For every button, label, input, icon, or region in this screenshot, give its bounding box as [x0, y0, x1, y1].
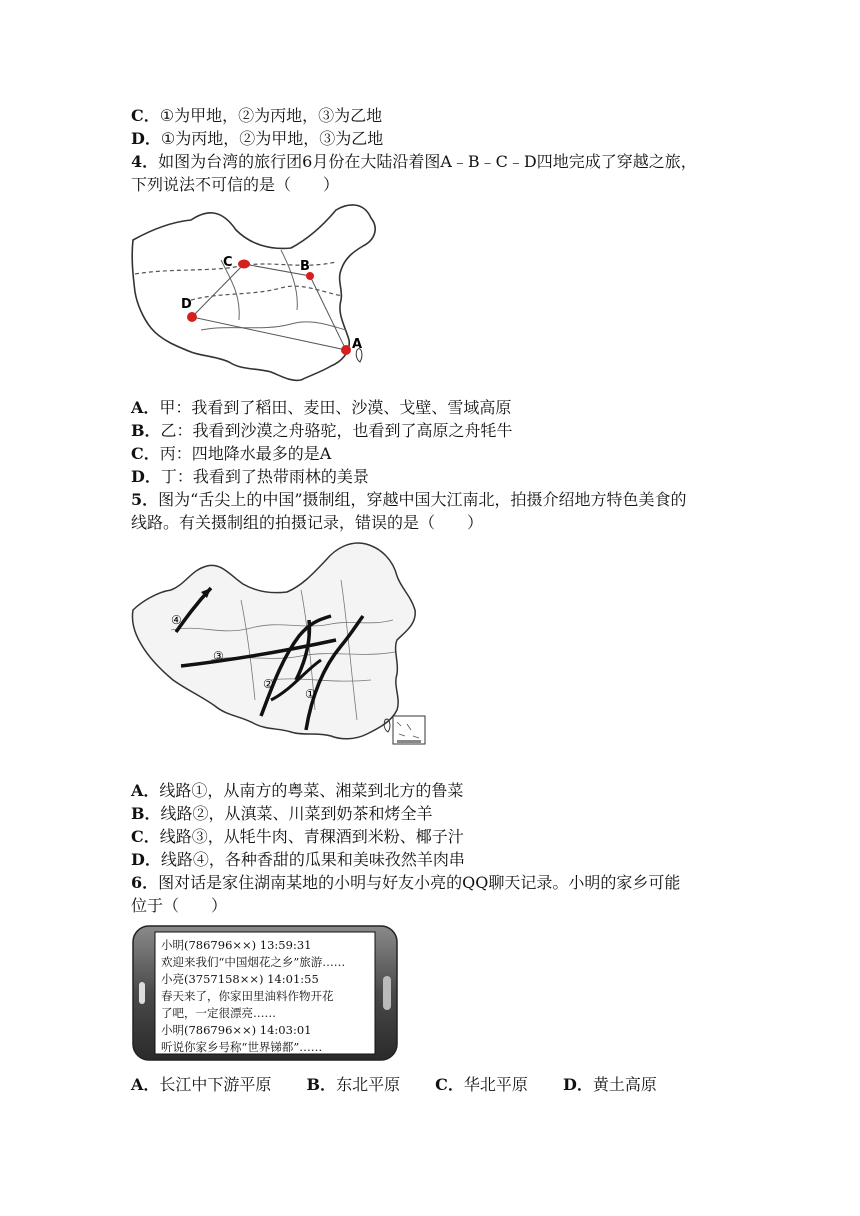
q4-label-a: A: [352, 337, 363, 352]
q4-point-a: [341, 345, 351, 355]
q3-option-d: D．①为丙地，②为甲地，③为乙地: [131, 129, 384, 148]
q6-chat-line-4: 春天来了，你家田里油料作物开花: [161, 989, 334, 1003]
q4-route-map: [131, 200, 383, 386]
q6-option-d: D．黄土高原: [563, 1075, 657, 1094]
q5-label-3: ③: [213, 649, 224, 663]
q4-label-c: C: [223, 255, 233, 270]
q5-route-map: [131, 540, 431, 746]
q4-map-river: [201, 322, 346, 330]
q3-option-c: C．①为甲地，②为丙地，③为乙地: [131, 106, 383, 125]
q4-option-a: A．甲：我看到了稻田、麦田、沙漠、戈壁、雪域高原: [131, 398, 512, 417]
q5-label-2: ②: [263, 677, 274, 691]
q5-option-a: A．线路①，从南方的粤菜、湘菜到北方的鲁菜: [131, 781, 464, 800]
q6-phone-home-button: [383, 976, 391, 1010]
q6-option-a: A．长江中下游平原: [131, 1075, 272, 1094]
q6-chat-line-3: 小亮(3757158××) 14:01:55: [161, 972, 319, 986]
q6-phone-speaker: [139, 982, 145, 1004]
q4-map-line-2: [281, 250, 297, 310]
q5-map-border: [132, 543, 415, 739]
q6-chat-line-5: 了吧，一定很漂亮……: [161, 1006, 276, 1020]
q4-option-d: D．丁：我看到了热带雨林的美景: [131, 467, 369, 486]
q4-stem-line2: 下列说法不可信的是（ ）: [131, 175, 340, 194]
q4-stem-line1: 4．如图为台湾的旅行团6月份在大陆沿着图A﹣B﹣C﹣D四地完成了穿越之旅，: [131, 152, 697, 171]
q5-option-d: D．线路④，各种香甜的瓜果和美味孜然羊肉串: [131, 850, 465, 869]
q5-inset-box: [393, 716, 425, 744]
q5-label-4: ④: [171, 613, 182, 627]
q4-option-b: B．乙：我看到沙漠之舟骆驼，也看到了高原之舟牦牛: [131, 421, 513, 440]
q4-point-d: [187, 312, 197, 322]
q5-label-1: ①: [305, 687, 316, 701]
q5-stem-line1: 5．图为“舌尖上的中国”摄制组，穿越中国大江南北，拍摄介绍地方特色美食的: [131, 490, 687, 509]
q5-inset-footer: [397, 740, 421, 743]
q5-stem-line2: 线路。有关摄制组的拍摄记录，错误的是（ ）: [131, 513, 484, 532]
q4-label-d: D: [181, 297, 192, 312]
q6-chat-line-2: 欢迎来我们“中国烟花之乡”旅游……: [161, 955, 346, 969]
q6-option-b: B．东北平原: [306, 1075, 401, 1094]
q6-stem-line1: 6．图对话是家住湖南某地的小明与好友小亮的QQ聊天记录。小明的家乡可能: [131, 873, 681, 892]
q4-point-c: [238, 260, 250, 269]
q4-option-c: C．丙：四地降水最多的是A: [131, 444, 332, 463]
q4-label-b: B: [300, 259, 310, 274]
q4-route: [192, 264, 346, 350]
q6-options-row: [131, 1074, 687, 1096]
q6-chat-line-6: 小明(786796××) 14:03:01: [161, 1023, 312, 1037]
q6-chat-line-7: 听说你家乡号称“世界锑都”……: [161, 1040, 323, 1054]
q6-chat-line-1: 小明(786796××) 13:59:31: [161, 938, 312, 952]
q5-option-b: B．线路②，从滇菜、川菜到奶茶和烤全羊: [131, 804, 433, 823]
q6-option-c: C．华北平原: [435, 1075, 528, 1094]
q6-stem-line2: 位于（ ）: [131, 896, 228, 915]
q5-option-c: C．线路③，从牦牛肉、青稞酒到米粉、椰子汁: [131, 827, 464, 846]
